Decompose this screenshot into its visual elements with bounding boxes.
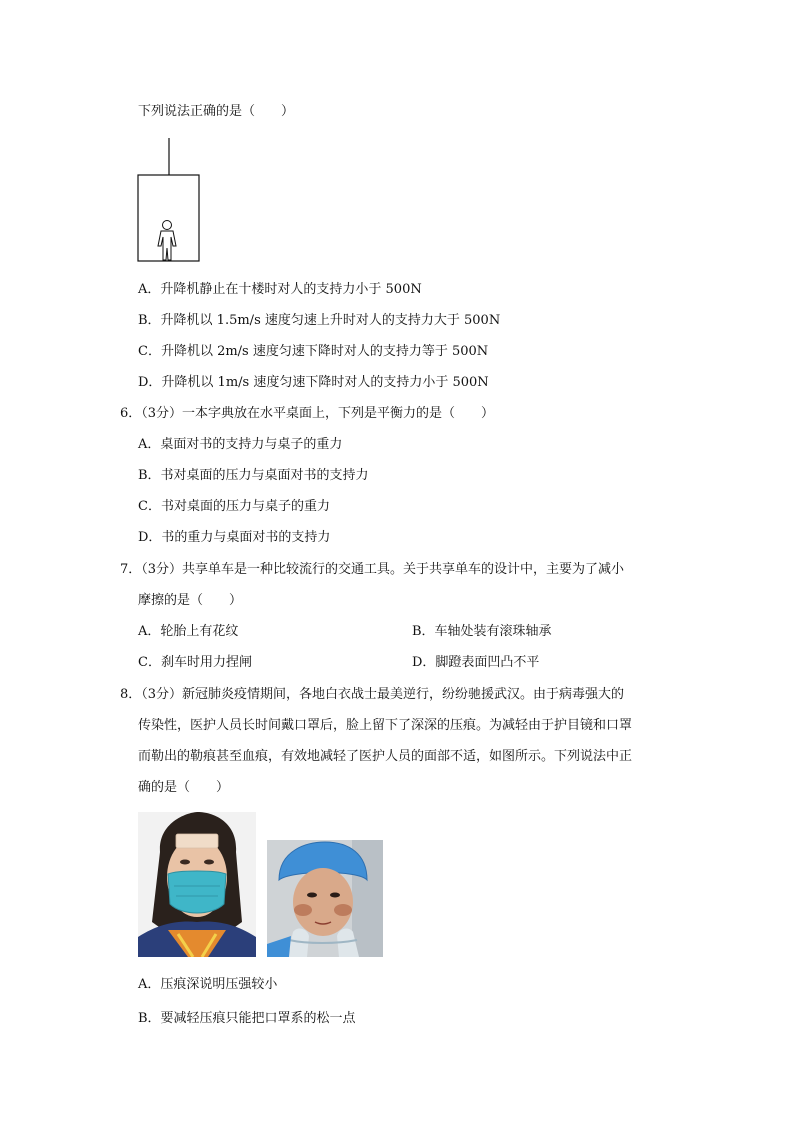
elevator-car [138, 175, 199, 261]
q8-stem-line1: 8．（3分）新冠肺炎疫情期间，各地白衣战士最美逆行，纷纷驰援武汉。由于病毒强大的 [120, 687, 625, 702]
mask-shape [168, 871, 226, 913]
q5-intro: 下列说法正确的是（ ） [138, 104, 295, 119]
person-icon [158, 221, 176, 261]
q6-option-c: C．书对桌面的压力与桌子的重力 [138, 499, 330, 514]
q5-option-d: D．升降机以 1m/s 速度匀速下降时对人的支持力小于 500N [138, 375, 489, 390]
q7-option-c: C．刹车时用力捏闸 [138, 655, 252, 670]
photo-medic-mask [138, 812, 256, 957]
q8-stem-line3: 而勒出的勒痕甚至血痕，有效地减轻了医护人员的面部不适，如图所示。下列说法中正 [138, 749, 633, 764]
q8-option-a: A．压痕深说明压强较小 [138, 977, 278, 992]
q5-option-b: B．升降机以 1.5m/s 速度匀速上升时对人的支持力大于 500N [138, 313, 501, 328]
q8-option-b: B．要减轻压痕只能把口罩系的松一点 [138, 1011, 356, 1026]
q5-option-a: A．升降机静止在十楼时对人的支持力小于 500N [138, 282, 422, 297]
q7-option-d: D．脚蹬表面凹凸不平 [412, 655, 540, 670]
q5-option-c: C．升降机以 2m/s 速度匀速下降时对人的支持力等于 500N [138, 344, 489, 359]
q6-stem: 6．（3分）一本字典放在水平桌面上，下列是平衡力的是（ ） [120, 406, 495, 421]
q6-option-a: A．桌面对书的支持力与桌子的重力 [138, 437, 343, 452]
q6-option-d: D．书的重力与桌面对书的支持力 [138, 530, 331, 545]
q7-option-b: B．车轴处装有滚珠轴承 [412, 624, 552, 639]
q7-option-a: A．轮胎上有花纹 [138, 624, 239, 639]
q6-option-b: B．书对桌面的压力与桌面对书的支持力 [138, 468, 369, 483]
q7-stem-line2: 摩擦的是（ ） [138, 593, 243, 608]
elevator-diagram [130, 138, 210, 268]
photo-medic-cap [267, 840, 383, 957]
q8-stem-line4: 确的是（ ） [138, 780, 230, 795]
q7-stem-line1: 7．（3分）共享单车是一种比较流行的交通工具。关于共享单车的设计中，主要为了减小 [120, 562, 625, 577]
q8-stem-line2: 传染性，医护人员长时间戴口罩后，脸上留下了深深的压痕。为减轻由于护目镜和口罩 [138, 718, 633, 733]
